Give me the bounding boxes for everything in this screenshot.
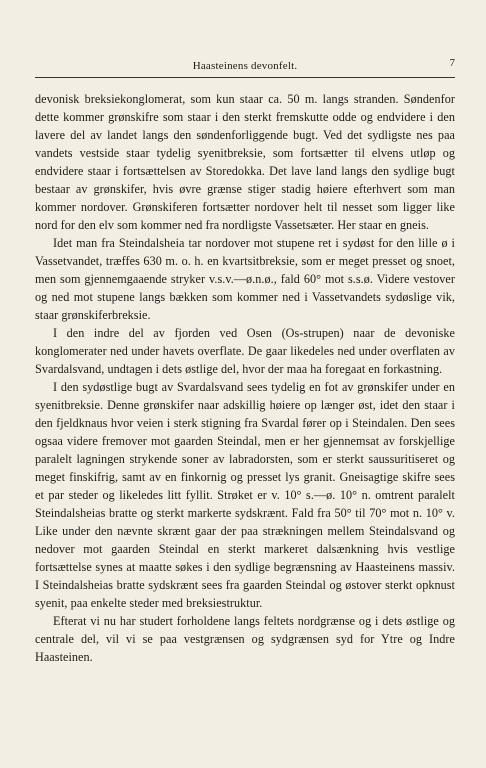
- running-header: [35, 55, 455, 78]
- page-number: 7: [449, 57, 455, 69]
- paragraph: I den sydøstlige bugt av Svardalsvand sees tydelig en fot av grønskifer under en syenitbreksie. Denne grønskifer naar adskillig høiere op længer øst, idet den staar i den fjeldknaus hvor veien i sterk stigning fra Svardal fører op i Steindalen. Den sees ogsaa videre fremover mot gaarden Steindal, men er her gjennemsat av forskjellige paralelt lagningen strykende soner av labradorsten, som er sterkt saussuritiseret og meget finskifrig, samt av en finkornig og presset lys granit. Gneisagtige skifre sees et par steder og likeledes litt fyllit. Strøket er v. 10° s.—ø. 10° n. omtrent paralelt Steindalsheias bratte og sterkt markerte sydskrænt. Fald fra 50° til 70° mot n. 10° v. Like under den nævnte skrænt gaar der paa strækningen mellem Steindalsvand og nedover mot gaarden Steindal en sterkt markeret dalsænkning hvis vestlige fortsættelse synes at maatte søkes i den sydlige begrænsning av Haasteinens massiv. I Steindalsheias bratte sydskrænt sees fra gaarden Steindal og østover sterkt opknust syenit, paa enkelte steder med breksiestruktur.: [35, 380, 455, 610]
- paragraph: Idet man fra Steindalsheia tar nordover mot stupene ret i sydøst for den lille ø i Vassetvandet, træffes 630 m. o. h. en kvartsitbreksie, som er meget presset og snoet, men som gjennemgaaende stryker v.s.v.—ø.n.ø., fald 60° mot s.s.ø. Videre vestover og ned mot stupene langs bækken som kommer ned i Vassetvandets sydøslige vik, staar grønskiferbreksie.: [35, 236, 455, 322]
- paragraph: Efterat vi nu har studert forholdene langs feltets nordgrænse og i dets østlige og centrale del, vil vi se paa vestgrænsen og sydgrænsen syd for Ytre og Indre Haasteinen.: [35, 614, 455, 664]
- body-text: [35, 90, 455, 666]
- paragraph: I den indre del av fjorden ved Osen (Os-strupen) naar de devoniske konglomerater ned under havets overflate. De gaar likedeles ned under overflaten av Svardalsvand, undtagen i dets østlige del, hvor der maa ha foregaat en forkastning.: [35, 326, 455, 376]
- running-title: Haasteinens devonfelt.: [192, 60, 298, 72]
- paragraph: devonisk breksiekonglomerat, som kun staar ca. 50 m. langs stranden. Søndenfor dette kommer grønskifre som staar i den sterkt fremskutte odde og endvidere i den lavere del av landet langs den søndenforliggende bugt. Ved det sydligste nes paa vandets vestside staar tydelig syenitbreksie, som fortsætter til elvens utløp og endvidere staar i fortsættelsen av Storedokka. Det lave land langs den sydlige bugt bestaar av grønskifer, hvis øvre grænse stiger stadig høiere efterhvert som man kommer nordover. Grønskiferen fortsætter nordover helt til nesset som ligger like nord for den elv som kommer ned fra nordligste Vassetsæter. Her staar en gneis.: [35, 92, 455, 232]
